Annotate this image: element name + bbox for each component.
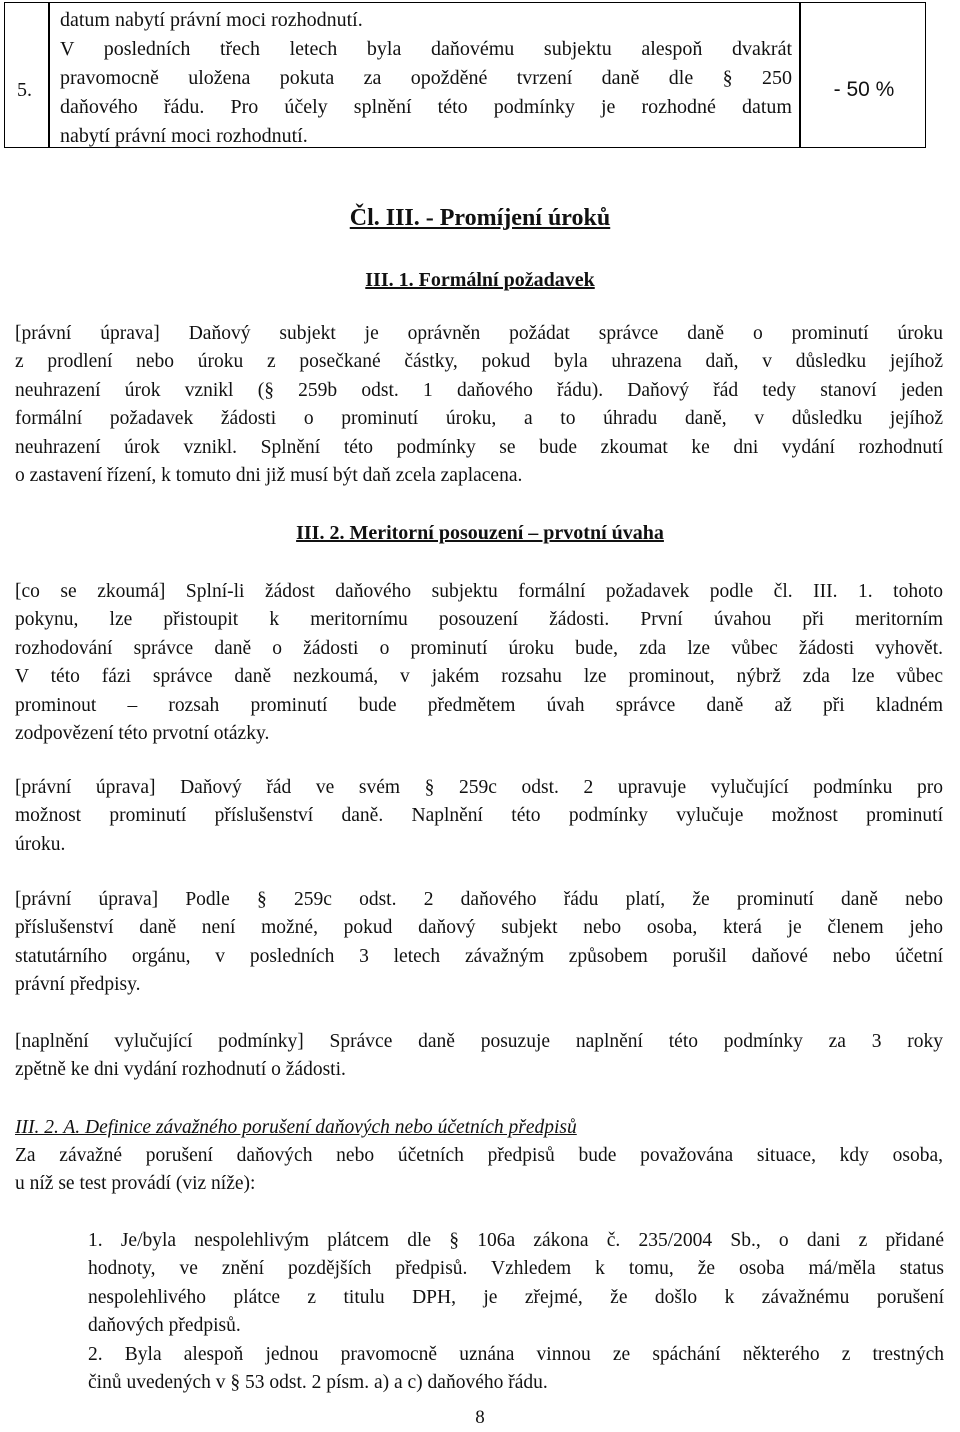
list-line: hodnoty, ve znění pozdějších předpisů. Vzhledem k tomu, že osoba má/měla status bbox=[88, 1258, 944, 1280]
paragraph-line: o zastavení řízení, k tomuto dni již musí být daň zcela zaplacena. bbox=[15, 464, 523, 486]
paragraph-line: příslušenství daně není možné, pokud daňový subjekt nebo osoba, která je členem jeho bbox=[15, 917, 943, 939]
paragraph-line: úroku. bbox=[15, 833, 66, 855]
page-number: 8 bbox=[475, 1407, 485, 1428]
paragraph-line: rozhodování správce daně o žádosti o prominutí úroku bude, zda lze vůbec žádosti vyhovět. bbox=[15, 637, 943, 659]
section-heading: III. 2. Meritorní posouzení – prvotní úvaha bbox=[296, 522, 664, 544]
row-text-line: pravomocně uložena pokuta za opožděné tvrzení daně dle § 250 bbox=[60, 67, 792, 89]
paragraph-line: neuhrazení úrok vznikl (§ 259b odst. 1 daňového řádu). Daňový řád tedy stanoví jeden bbox=[15, 379, 943, 401]
paragraph-line: Za závažné porušení daňových nebo účetních předpisů bude považována situace, kdy osoba, bbox=[15, 1145, 943, 1166]
list-line: 2. Byla alespoň jednou pravomocně uznána vinnou ze spáchání některého z trestných bbox=[88, 1344, 944, 1365]
row-text-line: nabytí právní moci rozhodnutí. bbox=[60, 125, 308, 147]
row-description bbox=[60, 6, 792, 151]
paragraph-line: [co se zkoumá] Splní-li žádost daňového subjektu formální požadavek podle čl. III. 1. tohoto bbox=[15, 581, 943, 602]
list-line: nespolehlivého plátce z titulu DPH, je zřejmé, že došlo k závažnému porušení bbox=[88, 1286, 944, 1308]
paragraph-line: statutárního orgánu, v posledních 3 letech závažným způsobem porušil daňové nebo účetní bbox=[15, 945, 943, 967]
paragraph-line: V této fázi správce daně nezkoumá, v jakém rozsahu lze prominout, nýbrž zda lze vůbec bbox=[15, 666, 943, 688]
row-text-line: datum nabytí právní moci rozhodnutí. bbox=[60, 9, 363, 31]
paragraph-line: u níž se test provádí (viz níže): bbox=[15, 1173, 256, 1195]
paragraph-line: [právní úprava] Podle § 259c odst. 2 daňového řádu platí, že prominutí daně nebo bbox=[15, 889, 943, 910]
paragraph-line: možnost prominutí příslušenství daně. Naplnění této podmínky vylučuje možnost prominutí bbox=[15, 805, 943, 827]
paragraph-line: [právní úprava] Daňový řád ve svém § 259c odst. 2 upravuje vylučující podmínku pro bbox=[15, 777, 943, 798]
paragraph-line: [naplnění vylučující podmínky] Správce daně posuzuje naplnění této podmínky za 3 roky bbox=[15, 1031, 943, 1052]
paragraph-line: formální požadavek žádosti o prominutí úroku, a to úhradu daně, v důsledku jejíhož bbox=[15, 408, 943, 430]
section2-paragraph-2 bbox=[15, 774, 943, 859]
list-line: 1. Je/byla nespolehlivým plátcem dle § 106a zákona č. 235/2004 Sb., o dani z přidané bbox=[88, 1230, 944, 1251]
row-value: - 50 % bbox=[833, 78, 895, 101]
list-item bbox=[88, 1341, 944, 1398]
paragraph-line: [právní úprava] Daňový subjekt je oprávněn požádat správce daně o prominutí úroku bbox=[15, 323, 943, 344]
subsection-intro bbox=[15, 1142, 943, 1199]
criteria-table-row bbox=[4, 2, 926, 148]
row-text-line: daňového řádu. Pro účely splnění této podmínky je rozhodné datum bbox=[60, 96, 792, 118]
table-divider bbox=[799, 3, 801, 147]
section2-paragraph-3 bbox=[15, 886, 943, 1000]
list-line: daňových předpisů. bbox=[88, 1315, 241, 1337]
paragraph-line: z prodlení nebo úroku z posečkané částky, pokud byla uhrazena daň, v důsledku jejíhož bbox=[15, 351, 943, 373]
paragraph-line: prominout – rozsah prominutí bude předmětem úvah správce daně až při kladném bbox=[15, 694, 943, 716]
section-heading: III. 1. Formální požadavek bbox=[365, 269, 595, 291]
paragraph-line: zpětně ke dni vydání rozhodnutí o žádosti. bbox=[15, 1059, 346, 1081]
paragraph-line: zodpovězení této prvotní otázky. bbox=[15, 722, 270, 744]
list-line: činů uvedených v § 53 odst. 2 písm. a) a c) daňového řádu. bbox=[88, 1372, 548, 1394]
article-heading: Čl. III. - Promíjení úroků bbox=[349, 205, 611, 231]
paragraph-line: pokynu, lze přistoupit k meritornímu posouzení žádosti. První úvahou při meritorním bbox=[15, 609, 943, 631]
row-number: 5. bbox=[17, 79, 32, 101]
section1-paragraph bbox=[15, 320, 943, 490]
subsection-heading: III. 2. A. Definice závažného porušení daňových nebo účetních předpisů bbox=[15, 1117, 577, 1138]
section2-paragraph-4 bbox=[15, 1028, 943, 1085]
section2-paragraph-1 bbox=[15, 578, 943, 748]
list-item bbox=[88, 1227, 944, 1341]
paragraph-line: právní předpisy. bbox=[15, 974, 141, 996]
paragraph-line: neuhrazení úrok vznikl. Splnění této podmínky se bude zkoumat ke dni vydání rozhodnutí bbox=[15, 436, 943, 458]
row-text-line: V posledních třech letech byla daňovému subjektu alespoň dvakrát bbox=[60, 38, 792, 60]
table-divider bbox=[48, 3, 50, 147]
